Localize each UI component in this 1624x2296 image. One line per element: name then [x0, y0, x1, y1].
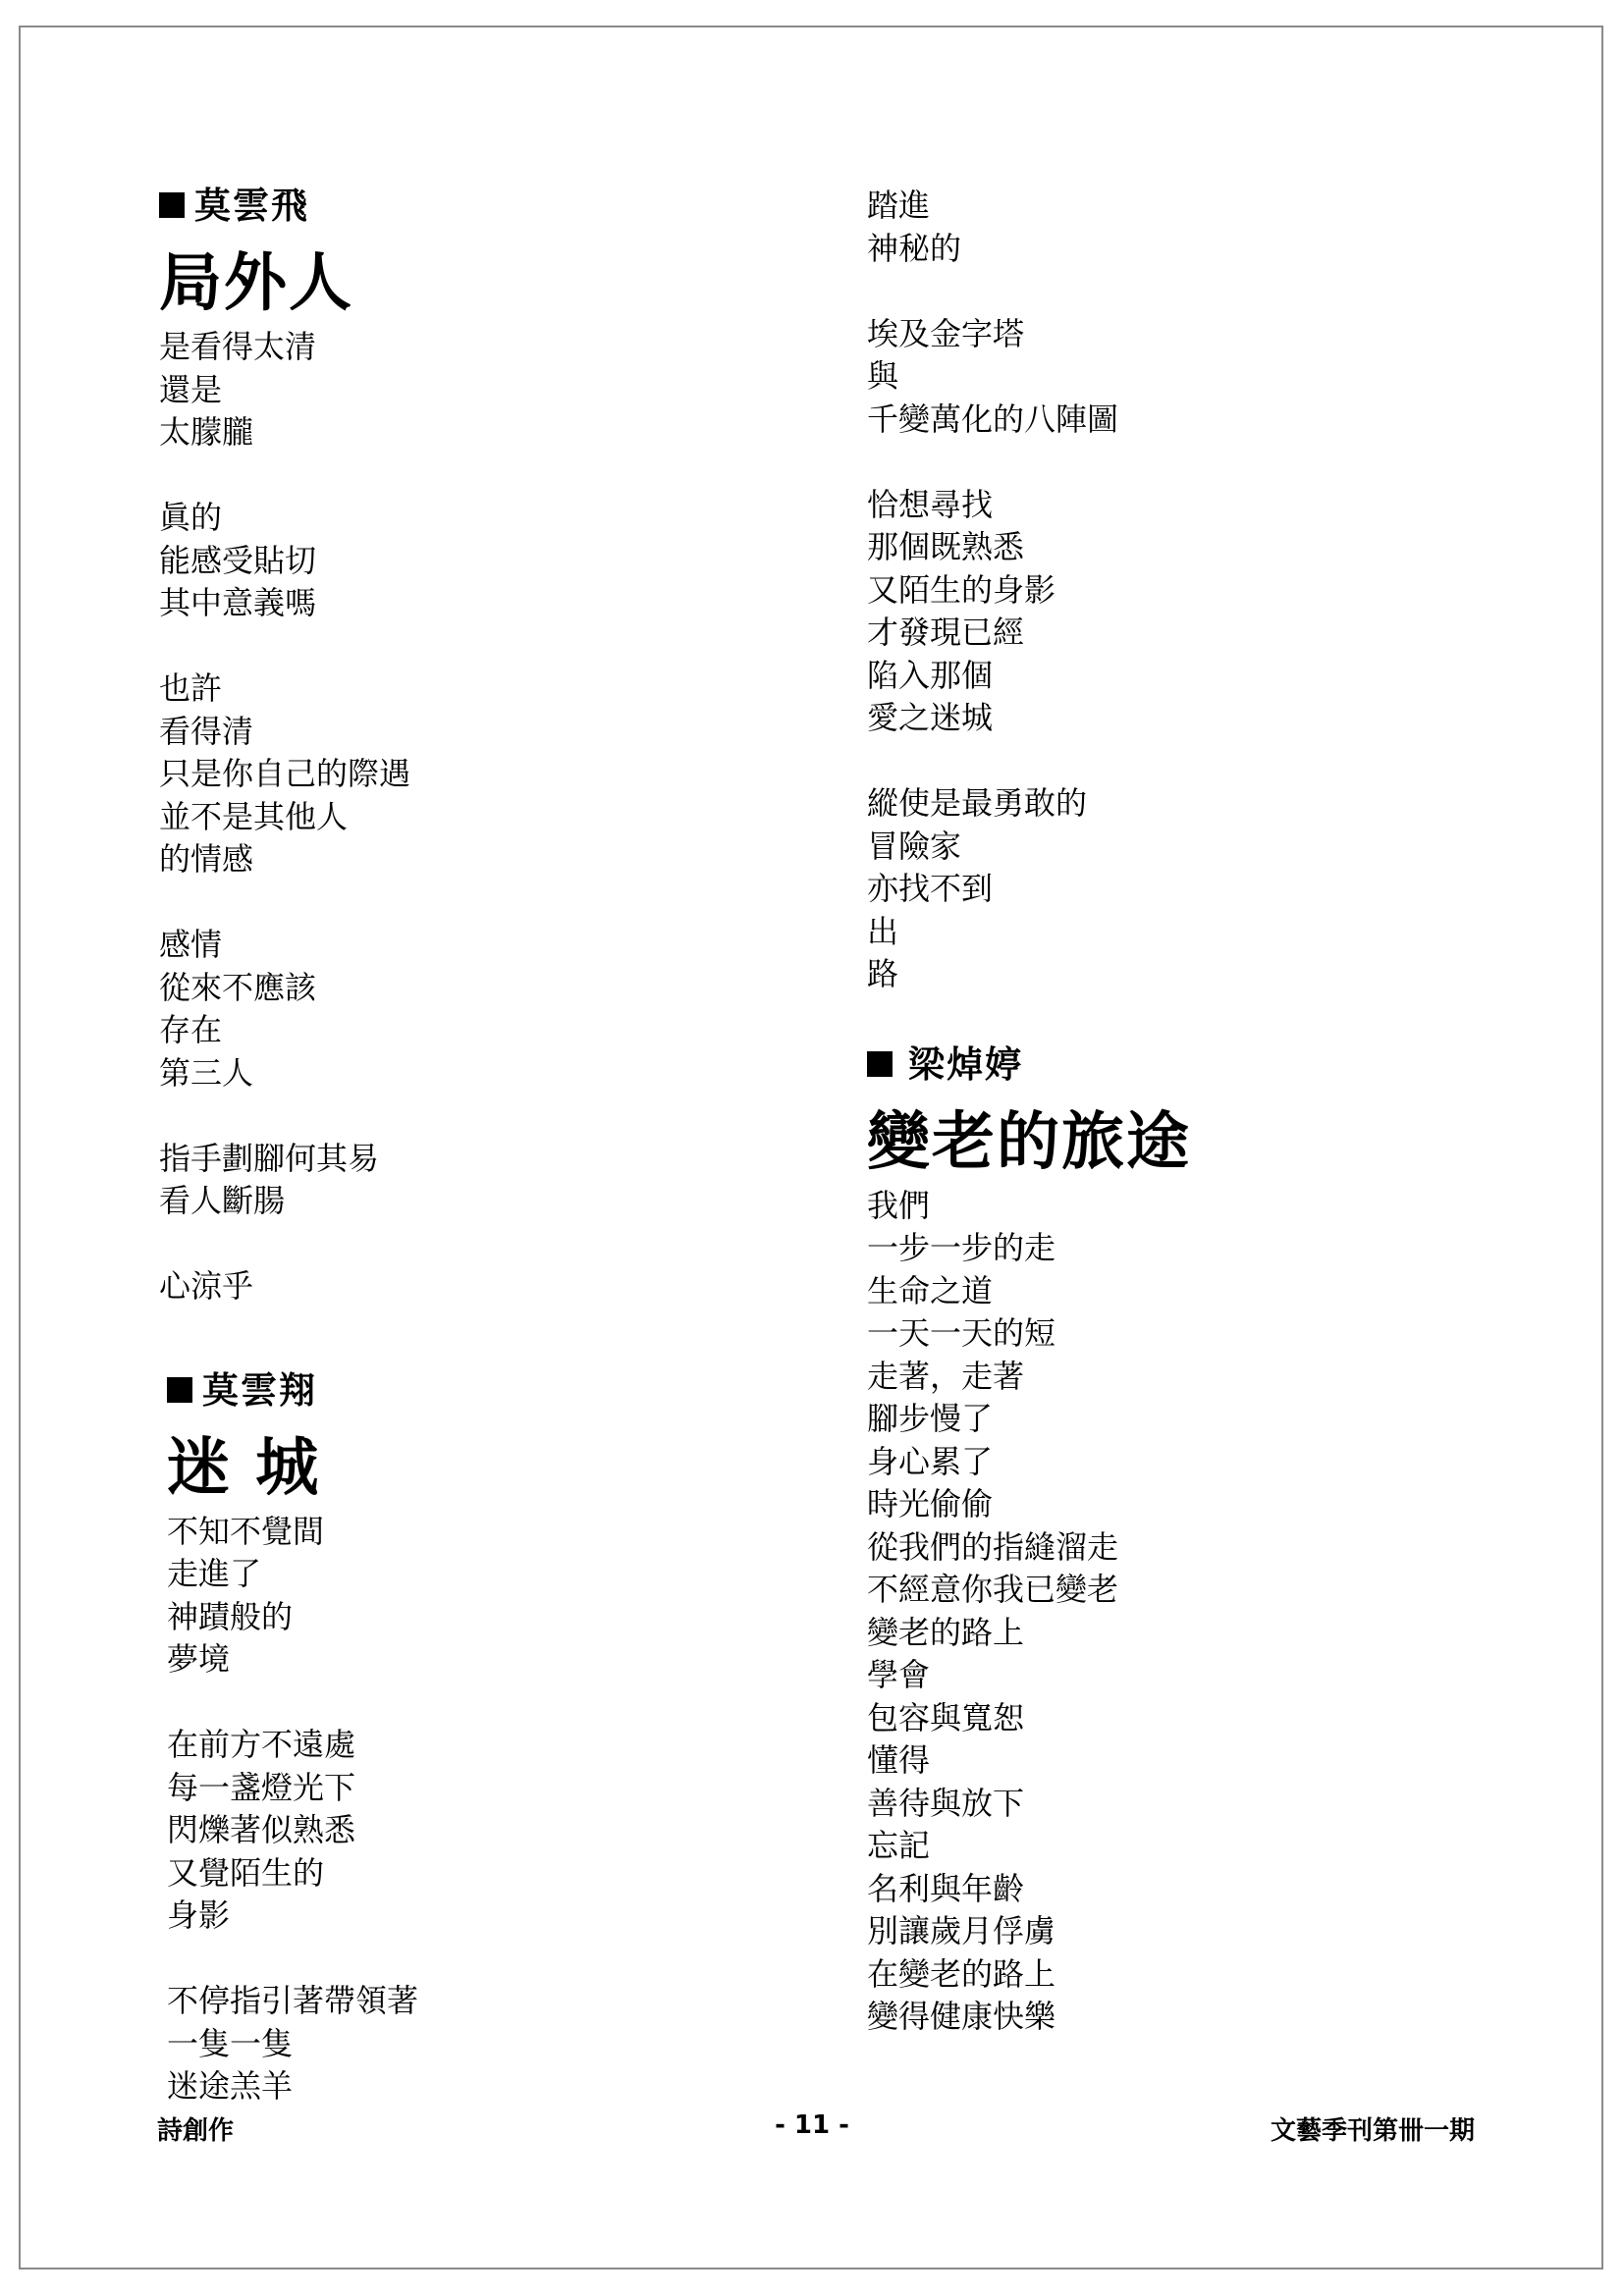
- poem-line: 在前方不遠處: [167, 1726, 356, 1763]
- poem-line: 迷途羔羊: [167, 2067, 294, 2105]
- poem-line: 善待與放下: [867, 1784, 1025, 1822]
- poem-continuation: [867, 185, 1495, 996]
- poem-line: 踏進: [867, 187, 931, 224]
- stanza: [159, 1138, 787, 1223]
- stanza: [167, 1511, 787, 1682]
- poem-line: 夢境: [167, 1640, 231, 1678]
- poem-line: 那個既熟悉: [867, 528, 1025, 565]
- right-column: [867, 185, 1495, 2039]
- poem-line: 埃及金字塔: [867, 314, 1025, 352]
- poem-line: 別讓歲月俘虜: [867, 1912, 1056, 1949]
- poem-line: 的情感: [159, 840, 254, 878]
- poem-line: 身心累了: [867, 1442, 994, 1480]
- black-square-icon: [159, 192, 185, 218]
- poem-line: 陷入那個: [867, 656, 994, 694]
- poem-line: 看人斷腸: [159, 1182, 286, 1219]
- poem-line: 不經意你我已變老: [867, 1571, 1119, 1608]
- poem-line: 心涼乎: [159, 1267, 254, 1305]
- poem-line: 又陌生的身影: [867, 570, 1056, 609]
- poem-line: 與: [867, 357, 899, 395]
- poem-line: 第三人: [159, 1053, 254, 1092]
- poem-line: 看得清: [159, 712, 254, 750]
- publication-name: 文藝季刊第卌一期: [1270, 2116, 1475, 2146]
- page-number: - 11 -: [775, 2110, 849, 2140]
- stanza: [867, 1185, 1495, 2039]
- poem-line: 一步一步的走: [867, 1229, 1056, 1266]
- poem-line: 指手劃腳何其易: [159, 1139, 380, 1177]
- left-column: [159, 177, 787, 2109]
- poem-body: [167, 1511, 787, 2109]
- poem-line: 從來不應該: [159, 968, 317, 1006]
- poem-line: 走進了: [167, 1555, 262, 1592]
- poem-line: 路: [867, 955, 899, 992]
- poem-line: 並不是其他人: [159, 797, 349, 835]
- stanza: [867, 185, 1495, 270]
- poem-title: 變老的旅途: [867, 1104, 1191, 1179]
- poem-line: 亦找不到: [867, 870, 994, 907]
- poem-line: 忘記: [867, 1827, 931, 1864]
- poem-line: 縱使是最勇敢的: [867, 784, 1088, 822]
- poem-line: 一隻一隻: [167, 2024, 294, 2062]
- poem-line: 眞的: [159, 499, 223, 536]
- poem-line: 包容與寬恕: [867, 1698, 1025, 1736]
- poem-line: 懂得: [867, 1741, 931, 1779]
- stanza: [867, 313, 1495, 442]
- stanza: [159, 924, 787, 1095]
- author-name: 莫雲飛: [194, 184, 309, 227]
- poem-line: 還是: [159, 370, 223, 408]
- poem-line: 走著，走著: [867, 1357, 1025, 1395]
- poem-line: 生命之道: [867, 1271, 994, 1309]
- poem-line: 其中意義嗎: [159, 584, 317, 621]
- poem-title: 局外人: [159, 246, 353, 320]
- poem-line: 能感受貼切: [159, 541, 317, 579]
- poem-body: [159, 326, 787, 1308]
- poem-line: 才發現已經: [867, 614, 1025, 651]
- stanza: [167, 1724, 787, 1938]
- poem-line: 感情: [159, 926, 223, 963]
- author-line: [867, 1036, 1495, 1093]
- poem-line: 學會: [867, 1656, 931, 1693]
- poem-line: 又覺陌生的: [167, 1853, 325, 1892]
- author-name: 莫雲翔: [202, 1367, 317, 1412]
- poem-line: 時光偷偷: [867, 1485, 994, 1522]
- poem-line: 神秘的: [867, 229, 962, 267]
- stanza: [167, 1980, 787, 2109]
- poem-line: 變老的路上: [867, 1613, 1025, 1651]
- poem-line: 我們: [867, 1186, 931, 1224]
- author-line: [159, 177, 787, 234]
- poem-line: 從我們的指縫溜走: [867, 1527, 1119, 1566]
- poem-line: 太朦朧: [159, 413, 254, 451]
- stanza: [159, 497, 787, 625]
- stanza: [867, 782, 1495, 996]
- poem-line: 是看得太清: [159, 328, 317, 365]
- poem-line: 閃爍著似熟悉: [167, 1811, 356, 1848]
- stanza: [159, 667, 787, 881]
- stanza: [867, 484, 1495, 740]
- poem-line: 腳步慢了: [867, 1400, 994, 1437]
- poem-line: 只是你自己的際遇: [159, 755, 411, 792]
- poem-body: [867, 1185, 1495, 2039]
- poem-line: 也許: [159, 669, 223, 707]
- poem-line: 身影: [167, 1896, 231, 1934]
- author-line: [167, 1362, 787, 1418]
- poem-line: 愛之迷城: [867, 699, 994, 736]
- poem-line: 名利與年齡: [867, 1869, 1025, 1907]
- black-square-icon: [167, 1377, 192, 1403]
- poem-section: [867, 1036, 1495, 2039]
- poem-line: 千變萬化的八陣圖: [867, 400, 1119, 438]
- poem-line: 在變老的路上: [867, 1954, 1056, 1993]
- poem-line: 一天一天的短: [867, 1314, 1056, 1352]
- poem-section: [159, 177, 787, 1308]
- poem-line: 不停指引著帶領著: [167, 1982, 419, 2019]
- stanza: [159, 1265, 787, 1308]
- stanza: [159, 326, 787, 454]
- poem-section: [167, 1362, 787, 2109]
- poem-line: 不知不覺間: [167, 1512, 325, 1550]
- poem-line: 存在: [159, 1011, 223, 1048]
- poem-line: 冒險家: [867, 827, 962, 865]
- poem-line: 出: [867, 912, 899, 950]
- poem-line: 每一盞燈光下: [167, 1768, 356, 1806]
- poem-line: 神蹟般的: [167, 1597, 294, 1635]
- poem-line: 恰想尋找: [867, 485, 994, 523]
- footer-section-label: 詩創作: [157, 2116, 235, 2146]
- poem-title: 迷 城: [167, 1430, 321, 1505]
- black-square-icon: [867, 1051, 893, 1077]
- poem-line: 變得健康快樂: [867, 1998, 1056, 2035]
- author-name: 梁焯婷: [908, 1041, 1023, 1086]
